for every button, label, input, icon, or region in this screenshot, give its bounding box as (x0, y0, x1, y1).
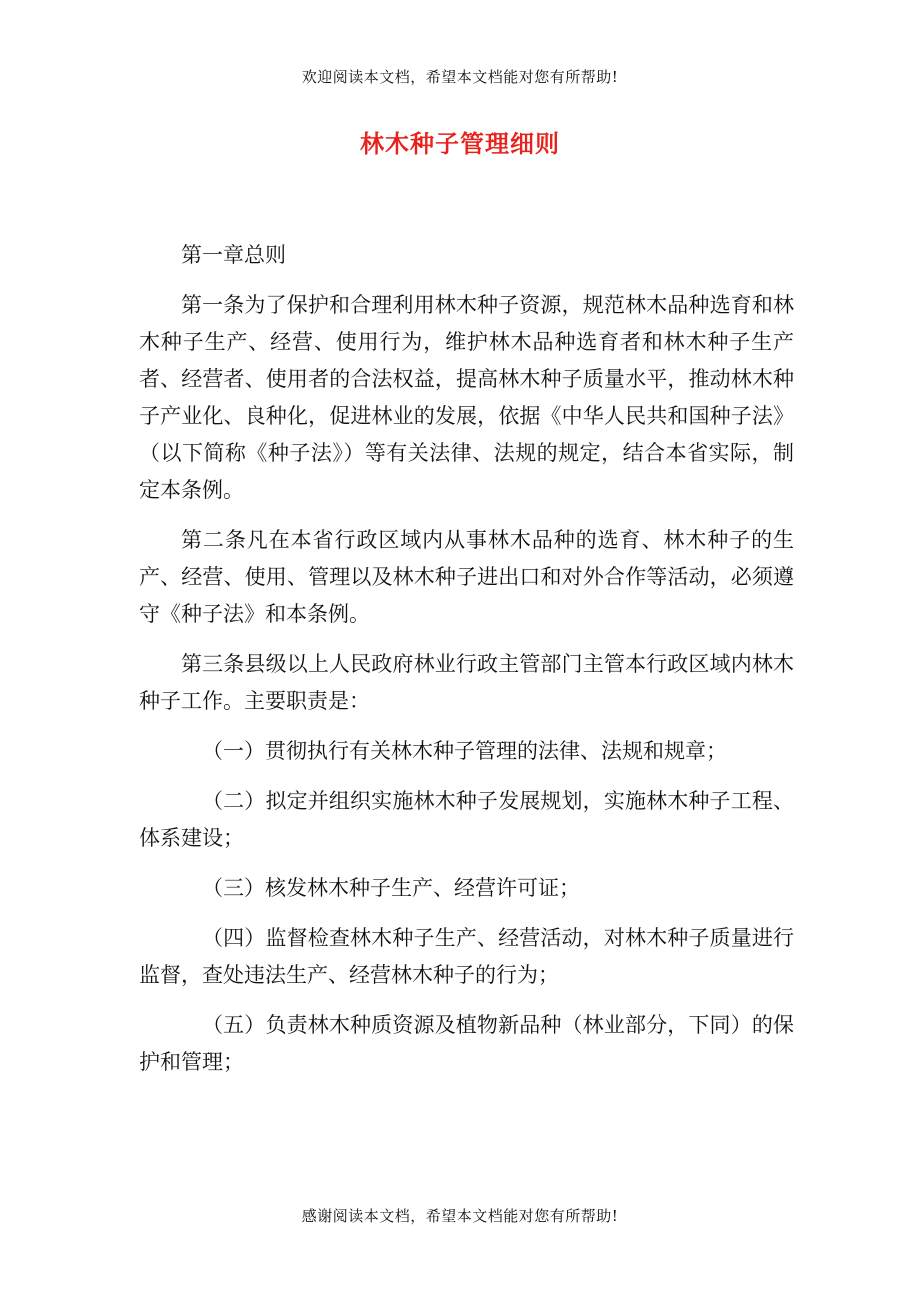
document-body (139, 237, 794, 1094)
article-3-item-2: （二）拟定并组织实施林木种子发展规划，实施林木种子工程、体系建设； (139, 789, 794, 850)
article-1: 第一条为了保护和合理利用林木种子资源，规范林木品种选育和林木种子生产、经营、使用行为，维护林木品种选育者和林木种子生产者、经营者、使用者的合法权益，提高林木种子质量水平，推动林木种子产业化、良种化，促进林业的发展，依据《中华人民共和国种子法》（以下简称《种子法》）等有关法律、法规的规定，结合本省实际，制定本条例。 (139, 293, 794, 502)
chapter-heading: 第一章总则 (181, 243, 286, 267)
article-3: 第三条县级以上人民政府林业行政主管部门主管本行政区域内林木种子工作。主要职责是： (139, 652, 794, 713)
article-3-item-5: （五）负责林木种质资源及植物新品种（林业部分，下同）的保护和管理； (139, 1013, 794, 1074)
footer-note: 感谢阅读本文档，希望本文档能对您有所帮助! (301, 1207, 619, 1225)
article-3-item-3: （三）核发林木种子生产、经营许可证； (202, 876, 580, 900)
article-3-item-4: （四）监督检查林木种子生产、经营活动，对林木种子质量进行监督，查处违法生产、经营林木种子的行为； (139, 926, 794, 987)
header-note: 欢迎阅读本文档，希望本文档能对您有所帮助! (301, 68, 619, 86)
article-3-item-1: （一）贯彻执行有关林木种子管理的法律、法规和规章； (202, 739, 727, 763)
document-title: 林木种子管理细则 (360, 130, 560, 158)
article-2: 第二条凡在本省行政区域内从事林木品种的选育、林木种子的生产、经营、使用、管理以及林木种子进出口和对外合作等活动，必须遵守《种子法》和本条例。 (139, 528, 794, 626)
